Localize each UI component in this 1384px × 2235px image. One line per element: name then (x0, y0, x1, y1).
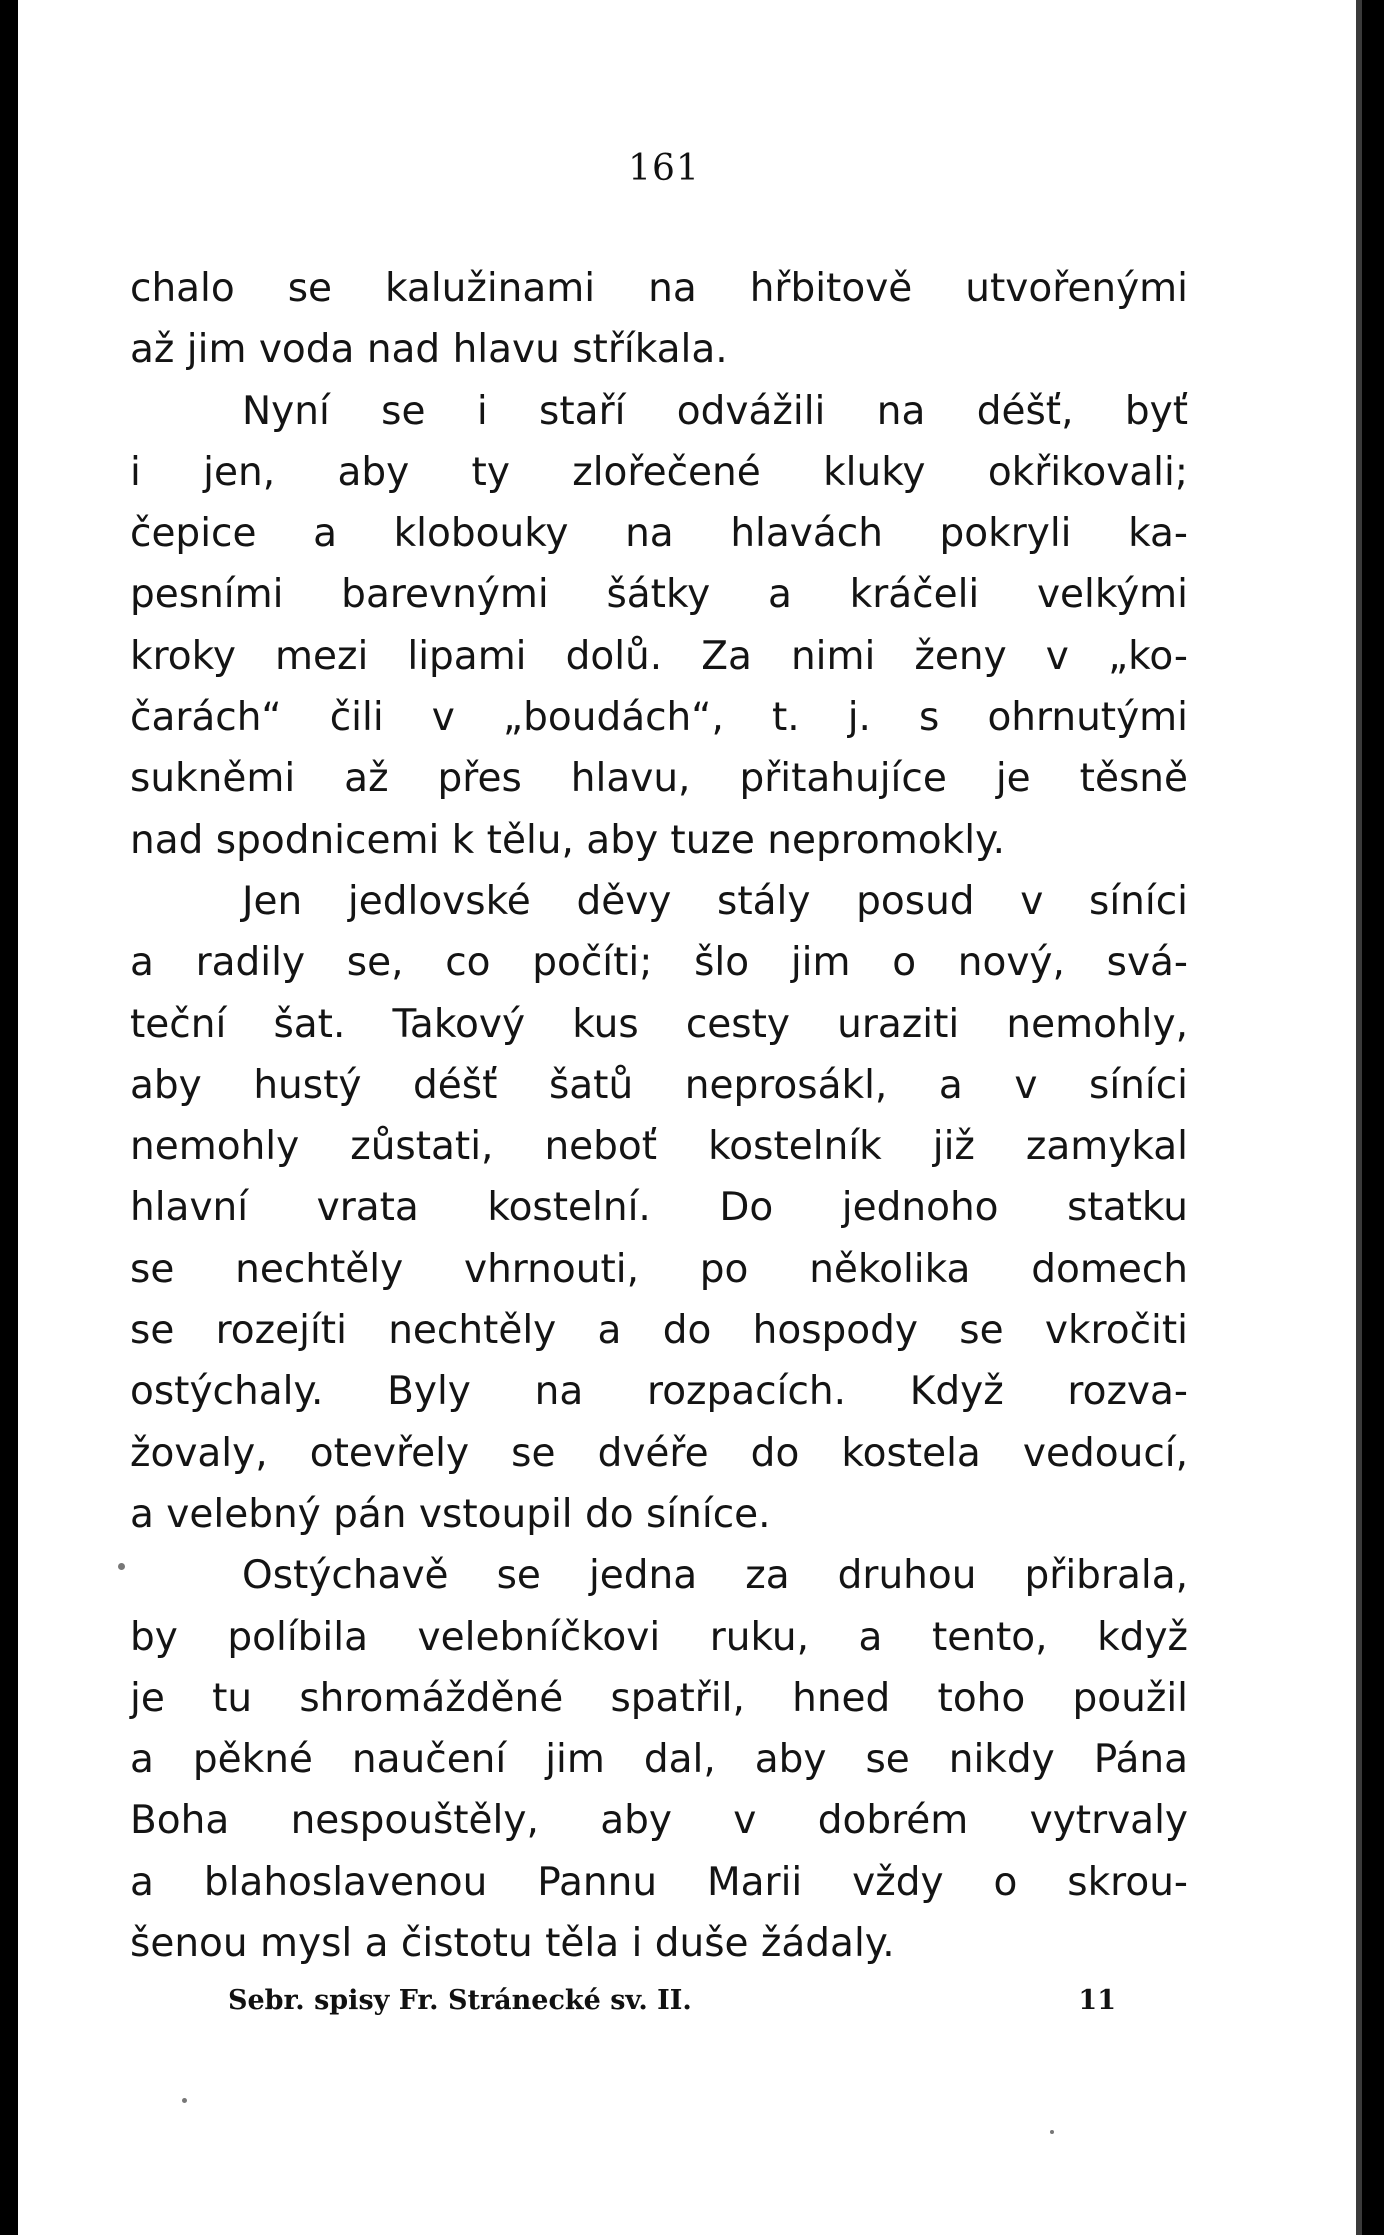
scan-edge-right (1362, 0, 1384, 2235)
text-line: by políbila velebníčkovi ruku, a tento, když (130, 1614, 1188, 1660)
text-line: a blahoslavenou Pannu Marii vždy o skrou- (130, 1859, 1188, 1905)
signature-mark: 11 (1078, 1985, 1116, 2016)
text-line: sukněmi až přes hlavu, přitahujíce je těsně (130, 756, 1188, 802)
scan-speck (1050, 2130, 1054, 2134)
text-line: čarách“ čili v „boudách“, t. j. s ohrnutými (130, 695, 1188, 741)
text-line: kroky mezi lipami dolů. Za nimi ženy v „ko- (130, 633, 1188, 679)
text-line: a radily se, co počíti; šlo jim o nový, svá- (130, 940, 1188, 986)
text-line: teční šat. Takový kus cesty uraziti nemohly, (130, 1001, 1188, 1047)
text-line: je tu shromážděné spatřil, hned toho použil (130, 1675, 1188, 1721)
text-line: se nechtěly vhrnouti, po několika domech (130, 1246, 1188, 1292)
text-line: Boha nespouštěly, aby v dobrém vytrvaly (130, 1798, 1188, 1844)
text-line: se rozejíti nechtěly a do hospody se vkročiti (130, 1308, 1188, 1354)
text-line: hlavní vrata kostelní. Do jednoho statku (130, 1185, 1188, 1231)
text-line: šenou mysl a čistotu těla i duše žádaly. (130, 1921, 895, 1967)
text-line: pesními barevnými šátky a kráčeli velkými (130, 572, 1188, 618)
text-line: a pěkné naučení jim dal, aby se nikdy Pána (130, 1737, 1188, 1783)
scan-speck (118, 1563, 125, 1570)
text-line: až jim voda nad hlavu stříkala. (130, 327, 728, 373)
body-text (130, 258, 1188, 1974)
text-line: Nyní se i staří odvážili na déšť, byť (242, 388, 1188, 434)
text-line: i jen, aby ty zlořečené kluky okřikovali; (130, 449, 1188, 495)
text-line: Ostýchavě se jedna za druhou přibrala, (242, 1553, 1188, 1599)
text-line: čepice a klobouky na hlavách pokryli ka- (130, 511, 1188, 557)
text-line: ostýchaly. Byly na rozpacích. Když rozva- (130, 1369, 1188, 1415)
text-line: a velebný pán vstoupil do síníce. (130, 1491, 771, 1537)
scan-edge-left (0, 0, 18, 2235)
footer-source: Sebr. spisy Fr. Stránecké sv. II. (228, 1985, 692, 2016)
text-line: žovaly, otevřely se dvéře do kostela vedoucí, (130, 1430, 1188, 1476)
page-number: 161 (628, 148, 700, 189)
text-line: nad spodnicemi k tělu, aby tuze nepromokly. (130, 817, 1005, 863)
text-line: aby hustý déšť šatů neprosákl, a v síníci (130, 1062, 1188, 1108)
text-line: nemohly zůstati, neboť kostelník již zamykal (130, 1124, 1188, 1170)
scan-speck (182, 2098, 187, 2103)
text-line: Jen jedlovské děvy stály posud v síníci (242, 878, 1188, 924)
text-line: chalo se kalužinami na hřbitově utvořenými (130, 266, 1188, 311)
